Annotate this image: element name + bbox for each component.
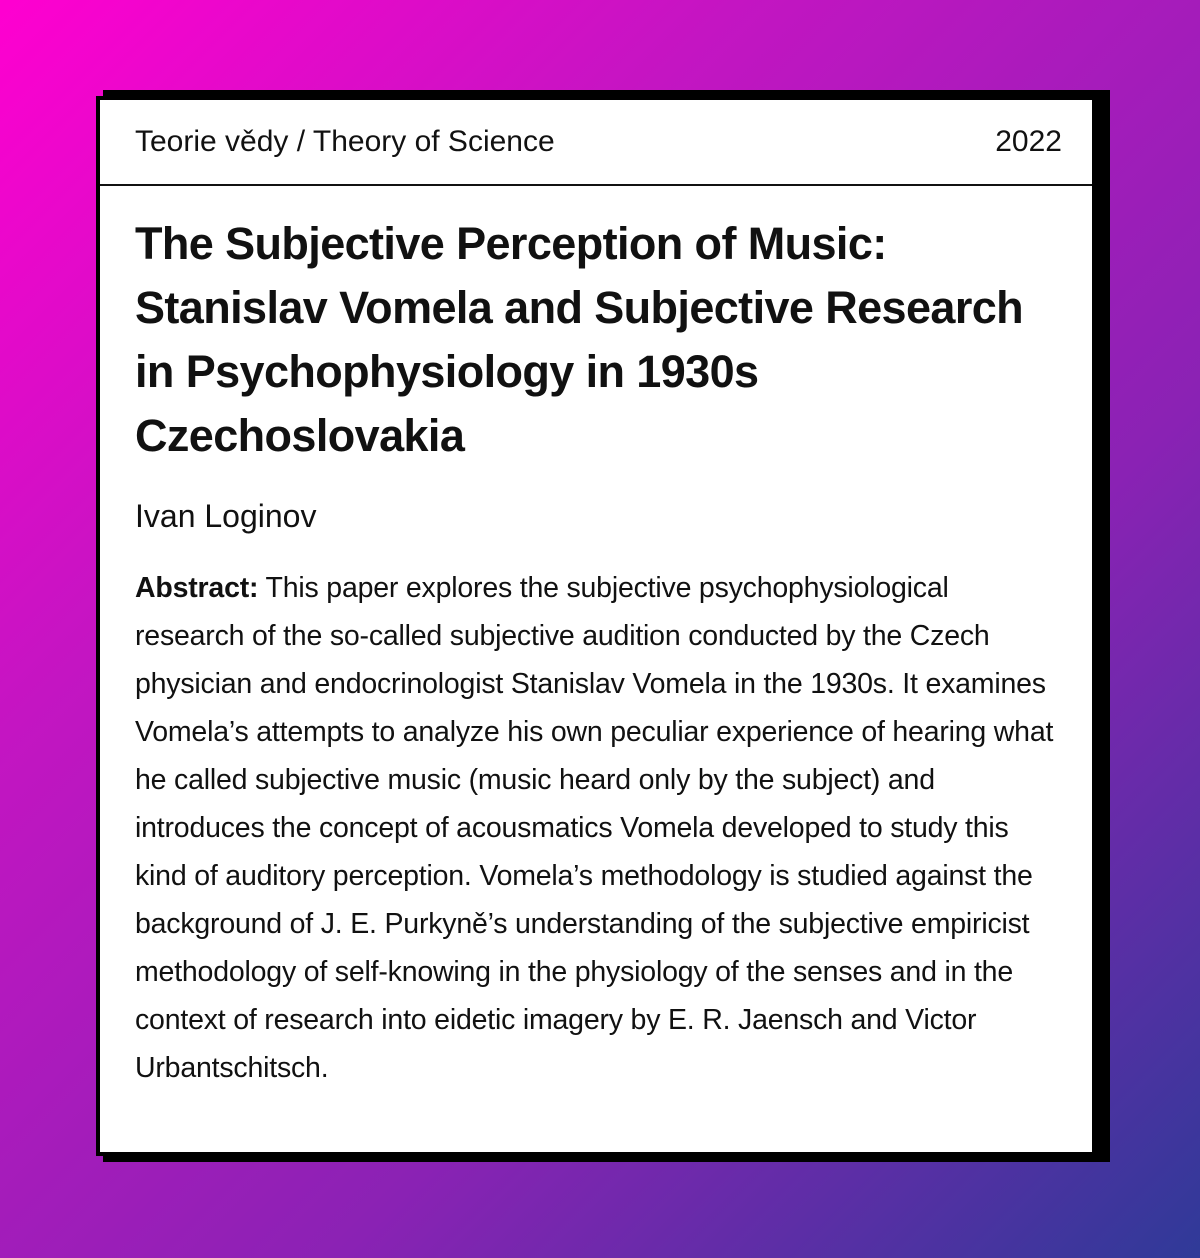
paper-card [96,96,1096,1156]
article-author: Ivan Loginov [135,498,317,534]
journal-name: Teorie vědy / Theory of Science [135,125,555,158]
article-title: The Subjective Perception of Music: Stanislav Vomela and Subjective Research in Psychophysiology in 1930s Czechoslovakia [135,218,1024,461]
article-abstract [135,564,1062,1092]
publication-year: 2022 [995,125,1062,158]
abstract-label: Abstract: [135,572,259,604]
card-header [100,100,1092,186]
abstract-text: This paper explores the subjective psychophysiological research of the so-called subjective audition conducted by the Czech physician and endocrinologist Stanislav Vomela in the 1930s. It examines Vomela’s attempts to analyze his own peculiar experience of hearing what he called subjective music (music heard only by the subject) and introduces the concept of acousmatics Vomela developed to study this kind of auditory perception. Vomela’s methodology is studied against the background of J. E. Purkyně’s understanding of the subjective empiricist methodology of self-knowing in the physiology of the senses and in the context of research into eidetic imagery by E. R. Jaensch and Victor Urbantschitsch. [135,572,1054,1084]
card-content [100,186,1092,1092]
